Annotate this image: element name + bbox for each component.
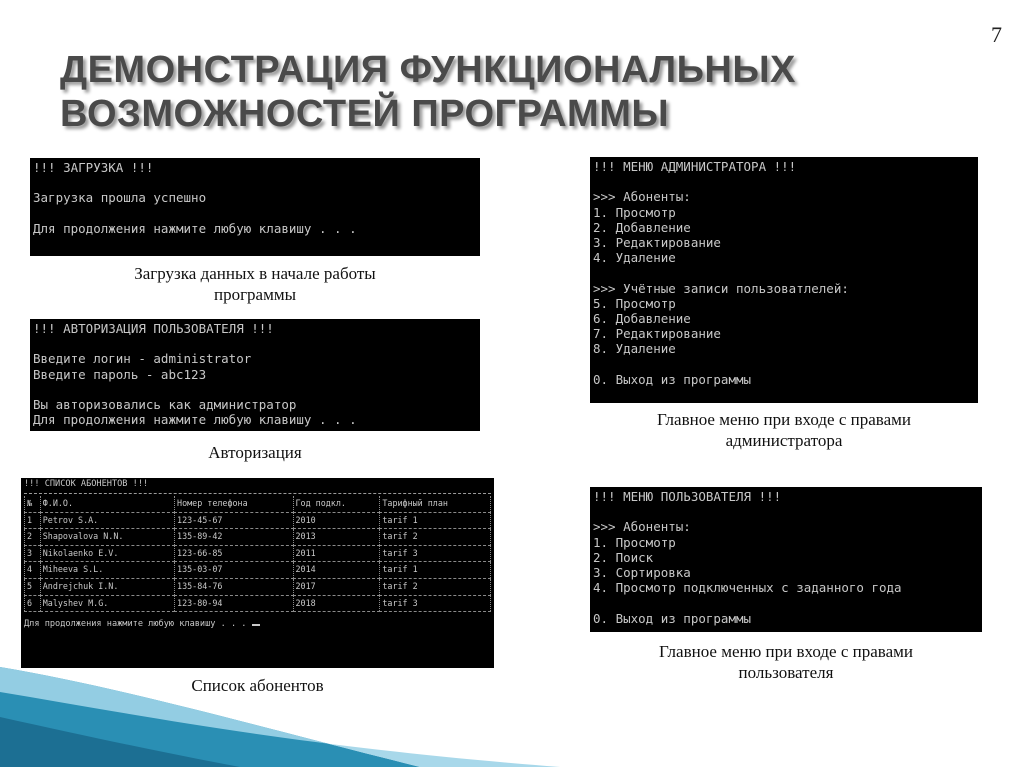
table-cell: tarif 3 — [380, 545, 491, 562]
console-line: Для продолжения нажмите любую клавишу . . . — [33, 412, 357, 428]
table-cell: 4 — [25, 562, 41, 579]
admin-menu-console-screenshot — [590, 157, 978, 403]
console-line: Вы авторизовались как администратор — [33, 396, 297, 412]
caption-line: Главное меню при входе с правами — [657, 410, 911, 429]
console-line — [593, 504, 979, 519]
table-row — [25, 562, 491, 579]
user-menu-console-screenshot — [590, 487, 982, 632]
table-cell: tarif 2 — [380, 529, 491, 546]
caption-line: программы — [213, 285, 297, 304]
slide-title — [60, 48, 960, 136]
console-line: Загрузка прошла успешно — [33, 190, 207, 206]
column-header: Номер телефона — [175, 496, 293, 512]
slide-title-line-1: ДЕМОНСТРАЦИЯ ФУНКЦИОНАЛЬНЫХ — [60, 49, 796, 91]
console-line: 4. Просмотр подключенных с заданного года — [593, 580, 902, 596]
subscribers-footer — [24, 620, 491, 630]
console-line: >>> Абоненты: — [593, 519, 691, 535]
table-cell: 2017 — [293, 578, 380, 595]
console-line: !!! МЕНЮ ПОЛЬЗОВАТЕЛЯ !!! — [593, 489, 782, 504]
subscribers-console-screenshot — [21, 478, 494, 668]
console-line: >>> Абоненты: — [593, 189, 691, 205]
console-line: Для продолжения нажмите любую клавишу . . . — [33, 220, 357, 236]
console-line: !!! МЕНЮ АДМИНИСТРАТОРА !!! — [593, 159, 797, 174]
table-cell: 2 — [25, 529, 41, 546]
console-line — [593, 595, 979, 610]
table-cell: 3 — [25, 545, 41, 562]
column-header: Тарифный план — [380, 496, 491, 512]
caption-line: Загрузка данных в начале работы — [134, 264, 376, 283]
console-line: 3. Редактирование — [593, 234, 721, 250]
table-cell: 135-89-42 — [175, 529, 293, 546]
console-line — [33, 382, 477, 397]
table-cell: 2011 — [293, 545, 380, 562]
console-line — [593, 265, 975, 280]
admin-menu-caption — [590, 409, 978, 451]
table-cell: Nikolaenko E.V. — [40, 545, 174, 562]
table-cell: Miheeva S.L. — [40, 562, 174, 579]
table-cell: 135-03-07 — [175, 562, 293, 579]
cursor-icon — [252, 624, 260, 626]
subscribers-title: !!! СПИСОК АБОНЕНТОВ !!! — [24, 479, 149, 489]
divider — [24, 493, 491, 494]
user-menu-caption — [590, 641, 982, 683]
table-row — [25, 545, 491, 562]
console-line: 2. Добавление — [593, 219, 691, 235]
console-line: Введите логин - administrator — [33, 351, 252, 367]
console-line: !!! АВТОРИЗАЦИЯ ПОЛЬЗОВАТЕЛЯ !!! — [33, 321, 274, 336]
table-cell: Andrejchuk I.N. — [40, 578, 174, 595]
console-line: 5. Просмотр — [593, 295, 676, 311]
table-cell: 2018 — [293, 595, 380, 612]
console-line — [33, 206, 477, 221]
console-line: 0. Выход из программы — [593, 610, 752, 626]
console-line: >>> Учётные записи пользоватлелей: — [593, 280, 849, 296]
caption-line: администратора — [725, 431, 843, 450]
console-line: 0. Выход из программы — [593, 371, 752, 387]
table-row — [25, 529, 491, 546]
table-cell: tarif 3 — [380, 595, 491, 612]
auth-caption — [30, 442, 480, 463]
console-line — [593, 174, 975, 189]
table-cell: 123-45-67 — [175, 512, 293, 529]
load-console-screenshot — [30, 158, 480, 256]
table-cell: Shapovalova N.N. — [40, 529, 174, 546]
caption-line: Главное меню при входе с правами — [659, 642, 913, 661]
caption-line: Список абонентов — [191, 676, 324, 695]
table-cell: Malyshev M.G. — [40, 595, 174, 612]
table-cell: tarif 1 — [380, 562, 491, 579]
table-cell: 123-66-85 — [175, 545, 293, 562]
table-cell: 135-84-76 — [175, 578, 293, 595]
caption-line: Авторизация — [208, 443, 302, 462]
table-cell: Petrov S.A. — [40, 512, 174, 529]
subscribers-table — [24, 496, 491, 612]
table-cell: 1 — [25, 512, 41, 529]
table-cell: 6 — [25, 595, 41, 612]
console-line: Введите пароль - abc123 — [33, 366, 207, 382]
table-cell: 2014 — [293, 562, 380, 579]
console-line — [593, 626, 979, 632]
table-cell: 2013 — [293, 529, 380, 546]
load-caption — [30, 263, 480, 305]
console-line: 2. Поиск — [593, 549, 654, 565]
console-line: 1. Просмотр — [593, 204, 676, 220]
table-cell: 2010 — [293, 512, 380, 529]
column-header: № — [25, 496, 41, 512]
table-header-row — [25, 496, 491, 512]
footer-text: Для продолжения нажмите любую клавишу . . . — [24, 619, 247, 630]
console-line: !!! ЗАГРУЗКА !!! — [33, 160, 154, 175]
auth-console-screenshot — [30, 319, 480, 431]
console-line: 8. Удаление — [593, 341, 676, 357]
slide-title-line-2: ВОЗМОЖНОСТЕЙ ПРОГРАММЫ — [60, 93, 670, 135]
column-header: Ф.И.О. — [40, 496, 174, 512]
caption-line: пользователя — [738, 663, 834, 682]
console-line: 1. Просмотр — [593, 534, 676, 550]
table-cell: 5 — [25, 578, 41, 595]
table-cell: tarif 1 — [380, 512, 491, 529]
console-line: 6. Добавление — [593, 310, 691, 326]
table-row — [25, 512, 491, 529]
column-header: Год подкл. — [293, 496, 380, 512]
decorative-swoosh-icon — [0, 647, 600, 767]
console-line: 7. Редактирование — [593, 326, 721, 342]
table-cell: 123-80-94 — [175, 595, 293, 612]
table-row — [25, 595, 491, 612]
page-number: 7 — [991, 22, 1002, 47]
console-line — [33, 175, 477, 190]
console-line — [33, 336, 477, 351]
table-row — [25, 578, 491, 595]
console-line: 4. Удаление — [593, 250, 676, 266]
console-line: 3. Сортировка — [593, 564, 691, 580]
table-cell: tarif 2 — [380, 578, 491, 595]
console-line — [593, 356, 975, 371]
